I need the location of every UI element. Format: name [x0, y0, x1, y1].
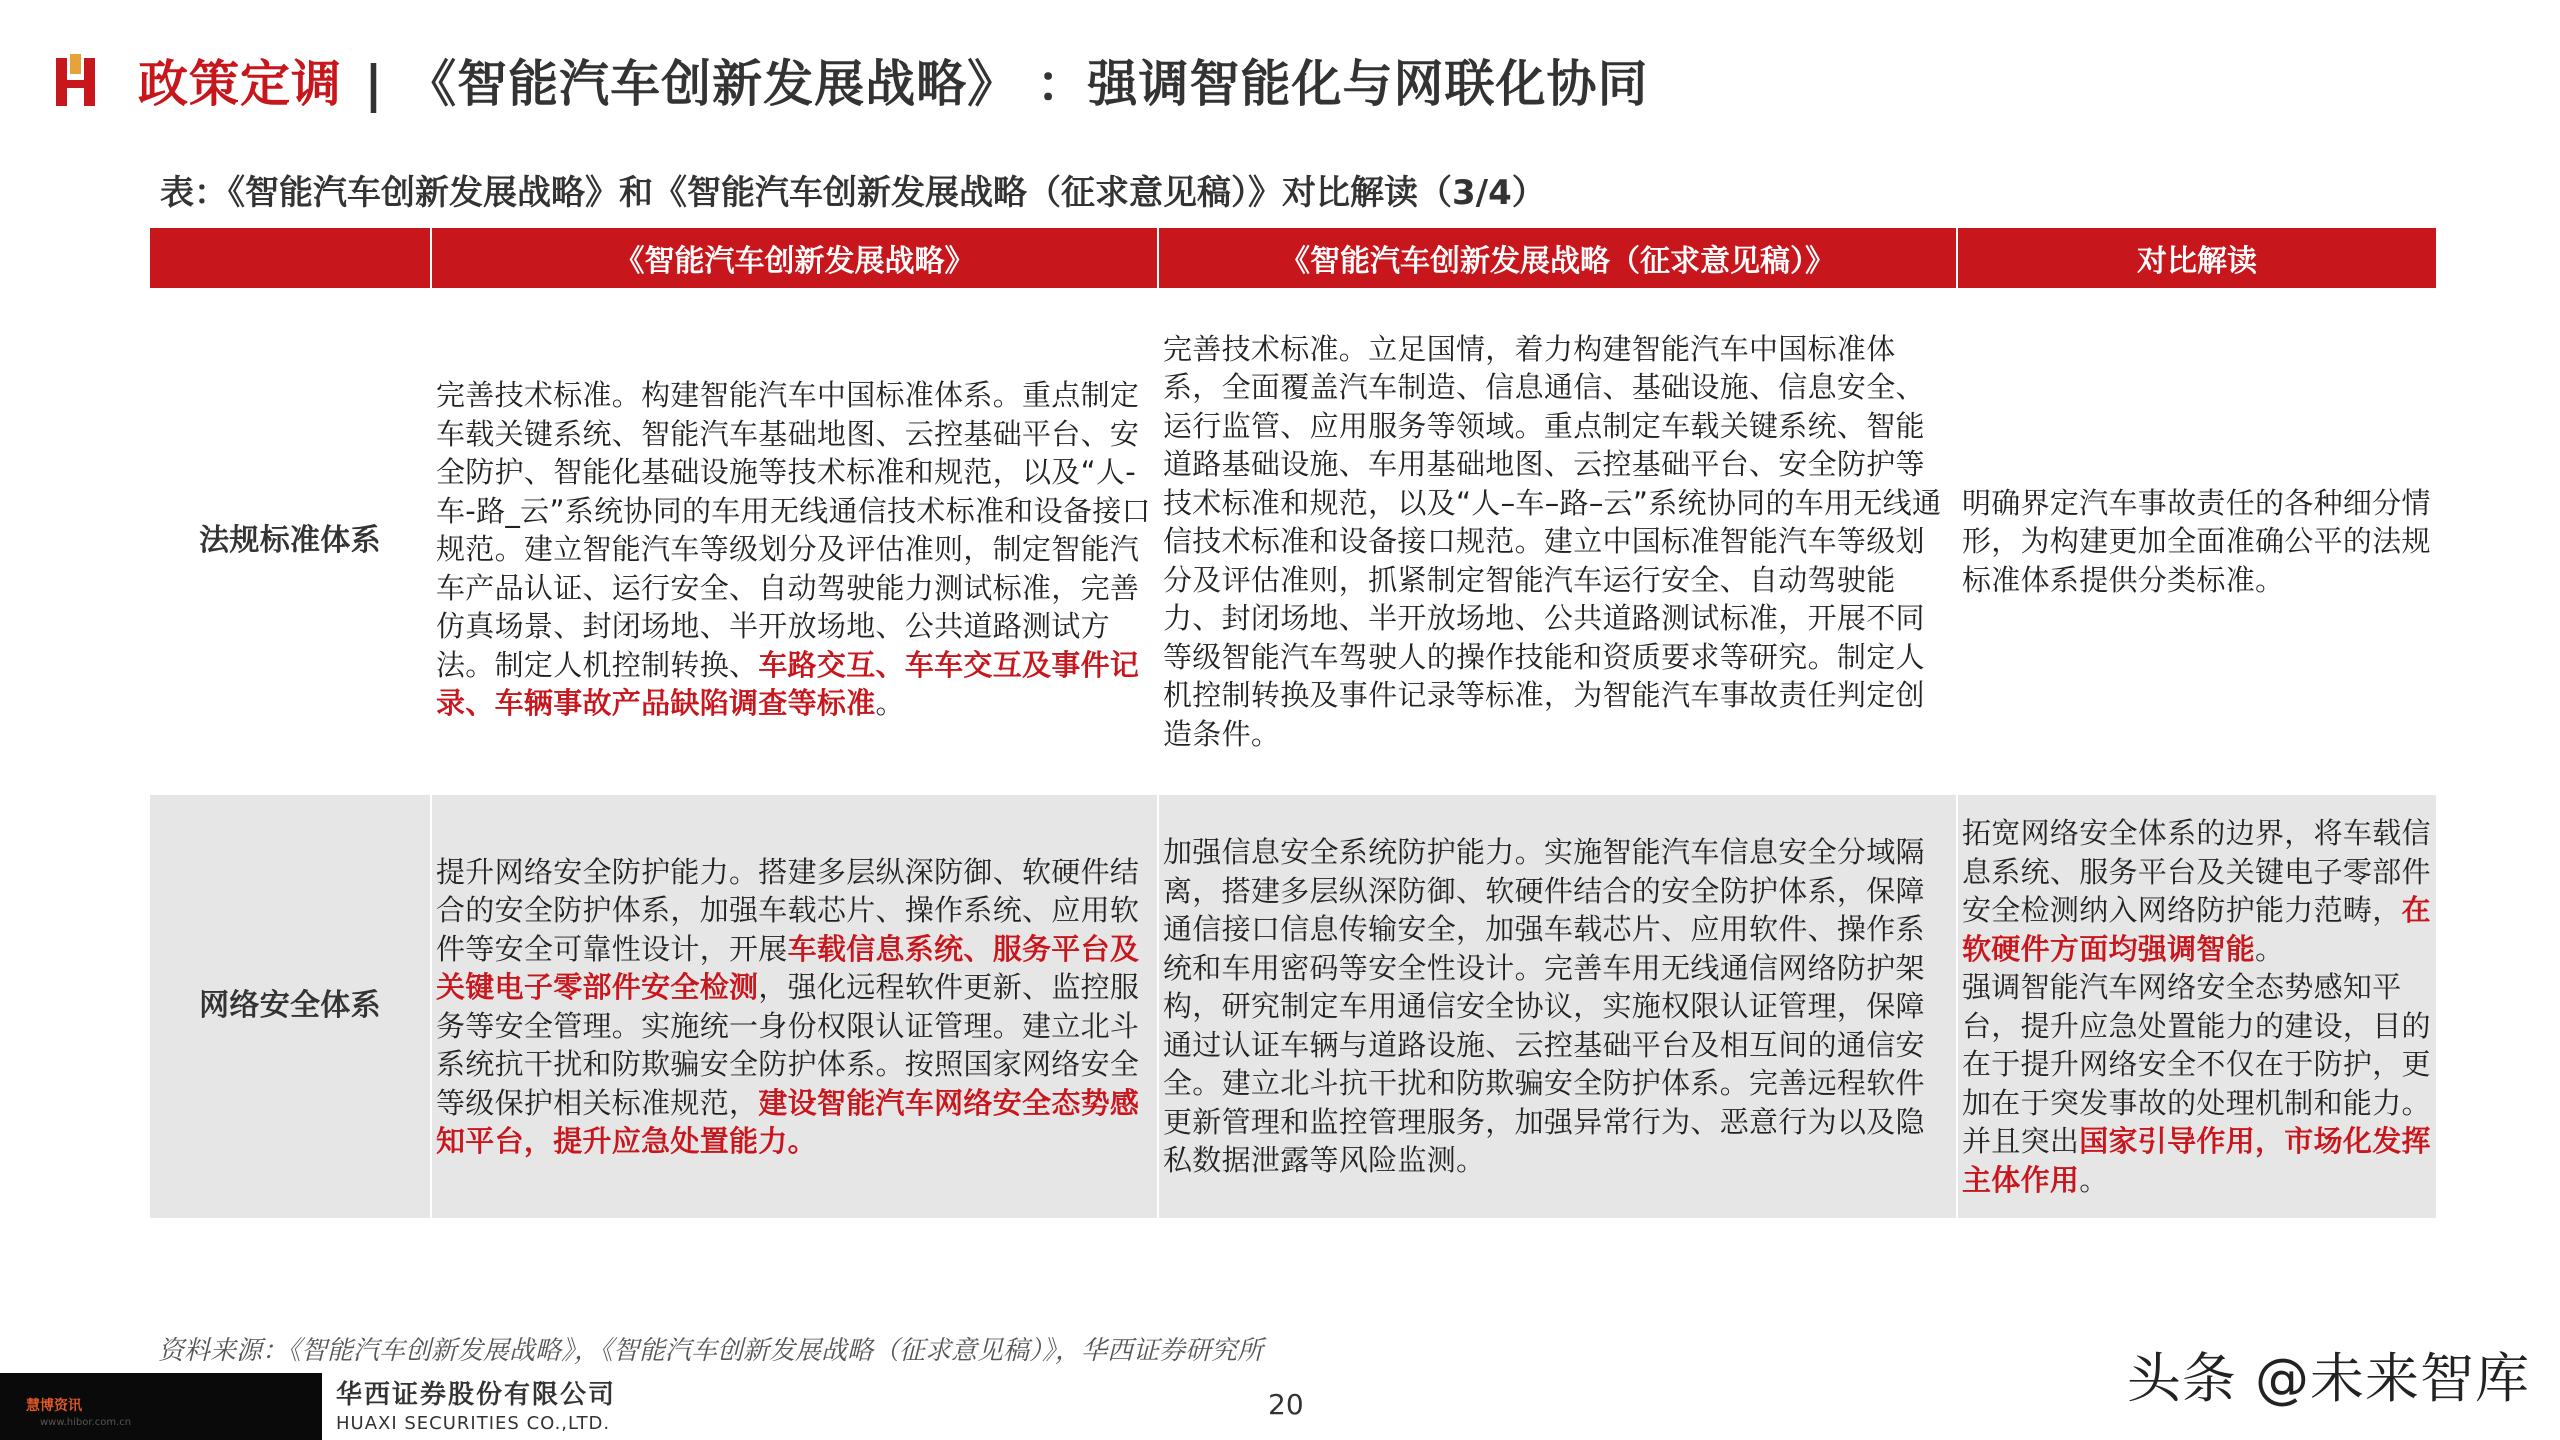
cell-text: 。 [2079, 1162, 2109, 1197]
footer-brand-bar [0, 1373, 322, 1440]
title-separator: | [364, 55, 384, 113]
draft-cell: 完善技术标准。立足国情，着力构建智能汽车中国标准体系，全面覆盖汽车制造、信息通信、基础设施、信息安全、运行监管、应用服务等领域。重点制定车载关键系统、智能道路基础设施、车用基础地图、云控基础平台、安全防护等技术标准和规范，以及“人–车–路–云”系统协同的车用无线通信技术标准和设备接口规范。建立中国标准智能汽车等级划分及评估准则，抓紧制定智能汽车运行安全、自动驾驶能力、封闭场地、半开放场地、公共道路测试标准，开展不同等级智能汽车驾驶人的操作技能和资质要求等研究。制定人机控制转换及事件记录等标准，为智能汽车事故责任判定创造条件。 [1158, 288, 1957, 795]
analysis-cell [1957, 795, 2436, 1218]
highlight-text: 在软硬件方面均强调智能 [1962, 893, 2431, 966]
page-number: 20 [1268, 1388, 1304, 1421]
table-row [150, 288, 2436, 795]
cell-text: 拓宽网络安全体系的边界，将车载信息系统、服务平台及关键电子零部件安全检测纳入网络防护能力范畴， [1962, 816, 2431, 927]
brand-url: www.hibor.com.cn [40, 1417, 132, 1428]
analysis-cell [1957, 288, 2436, 795]
source-note: 资料来源：《智能汽车创新发展战略》，《智能汽车创新发展战略（征求意见稿）》，华西证券研究所 [158, 1336, 1264, 1366]
table-row [150, 795, 2436, 1218]
huaxi-logo-icon [54, 54, 104, 108]
table-caption: 表：《智能汽车创新发展战略》和《智能汽车创新发展战略（征求意见稿）》对比解读（3/4） [160, 173, 1546, 213]
cell-text: ，强化远程软件更新、监控服务等安全管理。实施统一身份权限认证管理。建立北斗系统抗干扰和防欺骗安全防护体系。按照国家网络安全等级保护相关标准规范， [436, 970, 1140, 1120]
page-title [138, 44, 1649, 116]
header-cell-draft: 《智能汽车创新发展战略（征求意见稿）》 [1158, 228, 1957, 288]
company-name-cn: 华西证券股份有限公司 [336, 1380, 617, 1410]
highlight-text: 车路交互、车车交互及事件记录、车辆事故产品缺陷调查等标准 [436, 647, 1140, 721]
brand-label: 慧博资讯 [26, 1398, 82, 1414]
cell-text: 。 [875, 686, 905, 721]
cell-text: 明确界定汽车事故责任的各种细分情形，为构建更加全面准确公平的法规标准体系提供分类标准。 [1962, 485, 2431, 597]
cell-text: 提升网络安全防护能力。搭建多层纵深防御、软硬件结合的安全防护体系，加强车载芯片、操作系统、应用软件等安全可靠性设计，开展 [436, 854, 1140, 966]
cell-text: 强调智能汽车网络安全态势感知平台，提升应急处置能力的建设，目的在于提升网络安全不仅在于防护，更加在于突发事故的处理机制和能力。并且突出 [1962, 970, 2431, 1158]
header-cell-analysis: 对比解读 [1957, 228, 2436, 288]
header-cell-strategy: 《智能汽车创新发展战略》 [431, 228, 1158, 288]
company-name-en: HUAXI SECURITIES CO.,LTD. [336, 1413, 611, 1434]
highlight-text: 国家引导作用，市场化发挥主体作用 [1962, 1124, 2431, 1197]
comparison-table [150, 228, 2436, 1218]
title-tag: 政策定调 [138, 55, 342, 113]
draft-cell: 加强信息安全系统防护能力。实施智能汽车信息安全分域隔离，搭建多层纵深防御、软硬件结合的安全防护体系，保障通信接口信息传输安全，加强车载芯片、应用软件、操作系统和车用密码等安全性设计。完善车用无线通信网络防护架构，研究制定车用通信安全协议，实施权限认证管理，保障通过认证车辆与道路设施、云控基础平台及相互间的通信安全。建立北斗抗干扰和防欺骗安全防护体系。完善远程软件更新管理和监控管理服务，加强异常行为、恶意行为以及隐私数据泄露等风险监测。 [1158, 795, 1957, 1218]
strategy-cell [431, 795, 1158, 1218]
company-name [336, 1374, 616, 1434]
highlight-text: 建设智能汽车网络安全态势感知平台，提升应急处置能力。 [436, 1085, 1140, 1158]
row-label: 网络安全体系 [150, 795, 431, 1218]
cell-text: 。 [2255, 931, 2285, 966]
cell-text: 完善技术标准。构建智能汽车中国标准体系。重点制定车载关键系统、智能汽车基础地图、云控基础平台、安全防护、智能化基础设施等技术标准和规范，以及“人-车-路_云”系统协同的车用无线通信技术标准和设备接口规范。建立智能汽车等级划分及评估准则，制定智能汽车产品认证、运行安全、自动驾驶能力测试标准，完善仿真场景、封闭场地、半开放场地、公共道路测试方法。制定人机控制转换、 [436, 378, 1151, 682]
watermark: 头条 @未来智库 [2126, 1347, 2530, 1410]
strategy-cell [431, 288, 1158, 795]
header-cell-empty [150, 228, 431, 288]
row-label: 法规标准体系 [150, 288, 431, 795]
title-main: 《智能汽车创新发展战略》 ：强调智能化与网联化协同 [406, 55, 1649, 113]
highlight-text: 车载信息系统、服务平台及关键电子零部件安全检测 [436, 931, 1140, 1004]
table-header-row [150, 228, 2436, 288]
